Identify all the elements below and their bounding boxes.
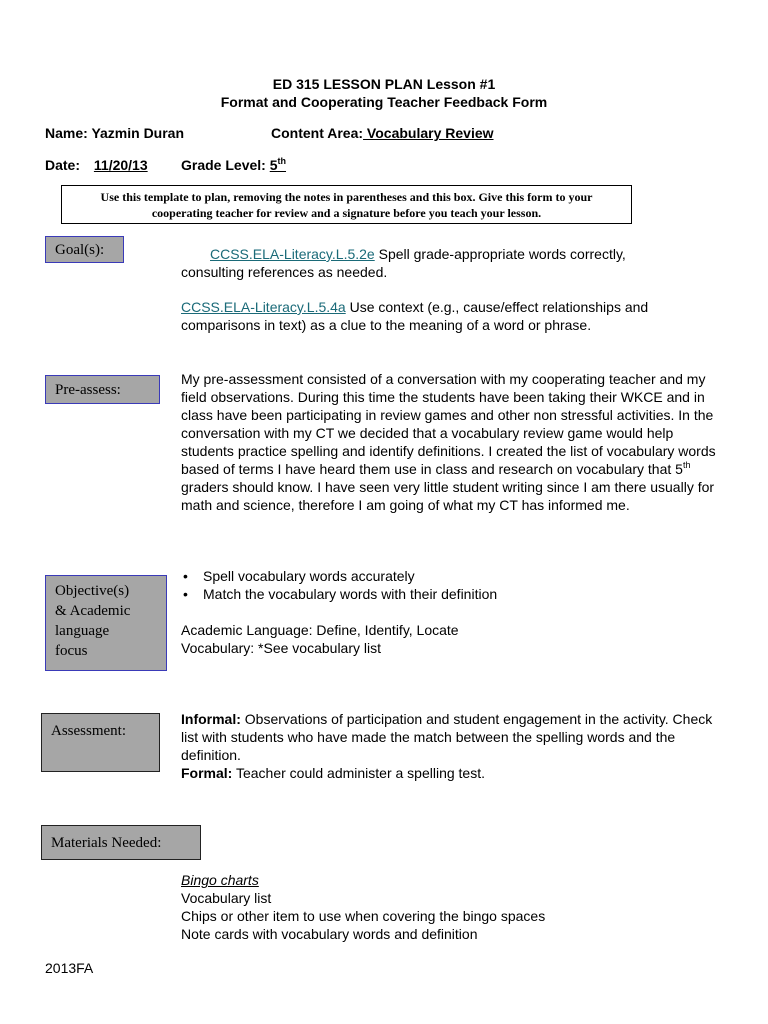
date-field bbox=[45, 157, 148, 174]
grade-level-value: 5th bbox=[269, 156, 287, 173]
form-title: ED 315 LESSON PLAN Lesson #1 bbox=[272, 76, 496, 92]
date-value: 11/20/13 bbox=[93, 157, 148, 173]
objectives-list bbox=[181, 567, 726, 603]
form-subtitle: Format and Cooperating Teacher Feedback Form bbox=[220, 94, 548, 110]
content-area-value: Vocabulary Review bbox=[363, 125, 494, 141]
material-item: Vocabulary list bbox=[181, 890, 272, 906]
goals-label: Goal(s): bbox=[45, 236, 124, 263]
vocabulary-note: Vocabulary: *See vocabulary list bbox=[181, 640, 381, 656]
list-item: • Spell vocabulary words accurately bbox=[181, 567, 726, 585]
name-value: Yazmin Duran bbox=[91, 125, 185, 141]
objectives-content bbox=[181, 567, 726, 657]
materials-label: Materials Needed: bbox=[41, 825, 201, 860]
academic-language: Academic Language: Define, Identify, Locate bbox=[181, 622, 459, 638]
objectives-label: Objective(s) & Academic language focus bbox=[45, 575, 167, 671]
date-label: Date: bbox=[45, 157, 81, 173]
informal-assessment: Informal: Observations of participation and student engagement in the activity. Check list with students who have made the match between the spelling words and the definition. bbox=[181, 711, 713, 763]
note-line-1: Use this template to plan, removing the notes in parentheses and this box. Give this form to your bbox=[100, 190, 593, 204]
goals-content bbox=[181, 245, 726, 334]
list-item: • Match the vocabulary words with their definition bbox=[181, 585, 726, 603]
pre-assess-text: My pre-assessment consisted of a conversation with my cooperating teacher and my field observations. During this time the students have been taking their WKCE and in class have been participating in review games and other non stressful activities. In the conversation with my CT we decided that a vocabulary review game would help students practice spelling and identify definitions. I created the list of vocabulary words based of terms I have heard them use in class and research on vocabulary that 5th graders should know. I have seen very little student writing since I am there usually for math and science, therefore I am going of what my CT has informed me. bbox=[181, 371, 716, 513]
note-line-2: cooperating teacher for review and a signature before you teach your lesson. bbox=[151, 206, 542, 220]
material-item: Note cards with vocabulary words and definition bbox=[181, 926, 478, 942]
grade-level-label: Grade Level: bbox=[181, 157, 266, 173]
name-label: Name: bbox=[45, 125, 88, 141]
standard-l-5-2e-link[interactable]: CCSS.ELA-Literacy.L.5.2e bbox=[210, 246, 375, 262]
material-item: Bingo charts bbox=[181, 872, 259, 888]
formal-assessment: Formal: Teacher could administer a spelling test. bbox=[181, 765, 485, 781]
footer-code: 2013FA bbox=[45, 960, 94, 976]
goal-standard-2: CCSS.ELA-Literacy.L.5.4a Use context (e.g., cause/effect relationships and comparisons in text) as a clue to the meaning of a word or phrase. bbox=[181, 299, 649, 333]
assessment-content bbox=[181, 710, 726, 782]
pre-assess-content bbox=[181, 370, 726, 514]
pre-assess-label: Pre-assess: bbox=[45, 375, 160, 404]
goal-standard-1: CCSS.ELA-Literacy.L.5.2e Spell grade-appropriate words correctly, bbox=[210, 246, 626, 262]
material-item: Chips or other item to use when covering the bingo spaces bbox=[181, 908, 546, 924]
standard-l-5-4a-link[interactable]: CCSS.ELA-Literacy.L.5.4a bbox=[181, 299, 346, 315]
goal-standard-1-cont: consulting references as needed. bbox=[181, 264, 388, 280]
content-area-label: Content Area: bbox=[271, 125, 364, 141]
content-area-field bbox=[271, 125, 494, 142]
materials-content bbox=[181, 871, 726, 943]
name-field bbox=[45, 125, 184, 142]
instructions-note-box bbox=[61, 185, 632, 224]
grade-level-field bbox=[181, 157, 286, 174]
assessment-label: Assessment: bbox=[41, 713, 160, 772]
